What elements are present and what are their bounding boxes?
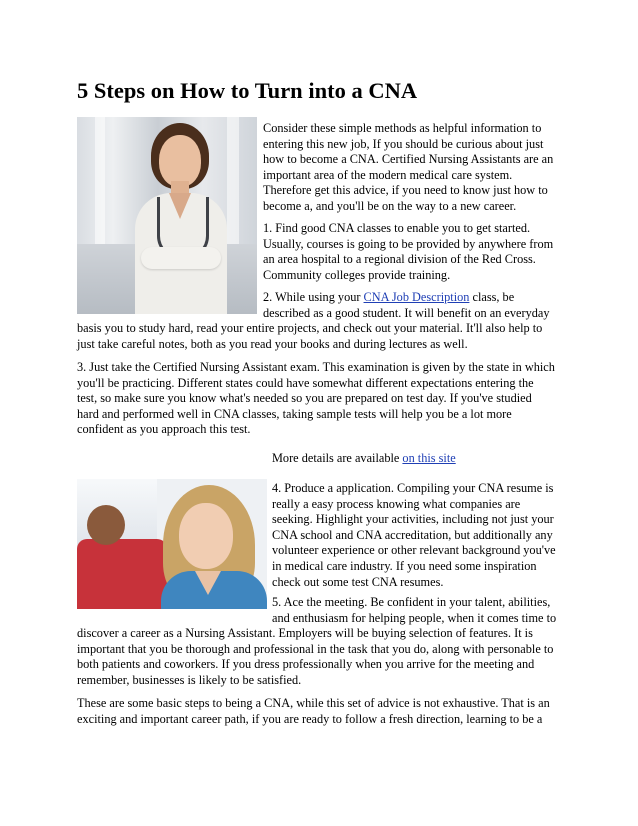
cna-job-description-link[interactable]: CNA Job Description [363,290,470,304]
step-5-paragraph-end: discover a career as a Nursing Assistant. Employers will be buying selection of features. It is important that you be thorough and professional in the task that you do, along with personable to both patients and coworkers. If you dress professionally when you arrive for the meeting and remember, businesses is likely to be satisfied. [77,626,554,687]
more-details-line: More details are available on this site [272,451,456,465]
step-2-paragraph-end: basis you to study hard, read your entire projects, and check out your material. It'll also help to just take careful notes, both as you read your books and during lectures as well. [77,321,543,351]
nurse-patient-photo [77,479,267,609]
step-4-paragraph: 4. Produce a application. Compiling your CNA resume is really a easy process knowing what companies are seeking. Highlight your activities, including not just your CNA school and CNA accreditation, but additionally any volunteer experience or other relevant background you've in medical care industry. If you need some inspiration check out some test CNA resumes. [272,481,556,589]
closing-paragraph: These are some basic steps to being a CNA, while this set of advice is not exhaustive. That is an exciting and important career path, if you are ready to follow a fresh direction, learning to be a [77,696,550,726]
step-2-paragraph-start: 2. While using your CNA Job Description class, be described as a good student. It will benefit on an everyday [263,290,550,320]
step-3-paragraph: 3. Just take the Certified Nursing Assistant exam. This examination is given by the state in which you'll be practicing. Different states could have somewhat different expectations entering the test, so make sure you know what's needed so you are prepared on test day. If you've studied hard and performed well in CNA classes, taking sample tests will help you be a lot more confident as you approach this test. [77,360,555,437]
page-title: 5 Steps on How to Turn into a CNA [77,78,418,103]
on-this-site-link[interactable]: on this site [402,451,456,465]
nurse-hallway-photo [77,117,257,314]
step-1-paragraph: 1. Find good CNA classes to enable you to get started. Usually, courses is going to be provided by anywhere from an area hospital to a regional division of the Red Cross. Community colleges provide training. [263,221,554,282]
step-5-paragraph-start: 5. Ace the meeting. Be confident in your talent, abilities, and enthusiasm for helping people, when it comes time to [272,595,557,625]
intro-paragraph: Consider these simple methods as helpful information to entering this new job, If you should be curious about just how to become a CNA. Certified Nursing Assistants are an important area of the modern medical care system. Therefore get this advice, if you need to know just how to become a, and you'll be on the way to a new career. [263,121,554,213]
